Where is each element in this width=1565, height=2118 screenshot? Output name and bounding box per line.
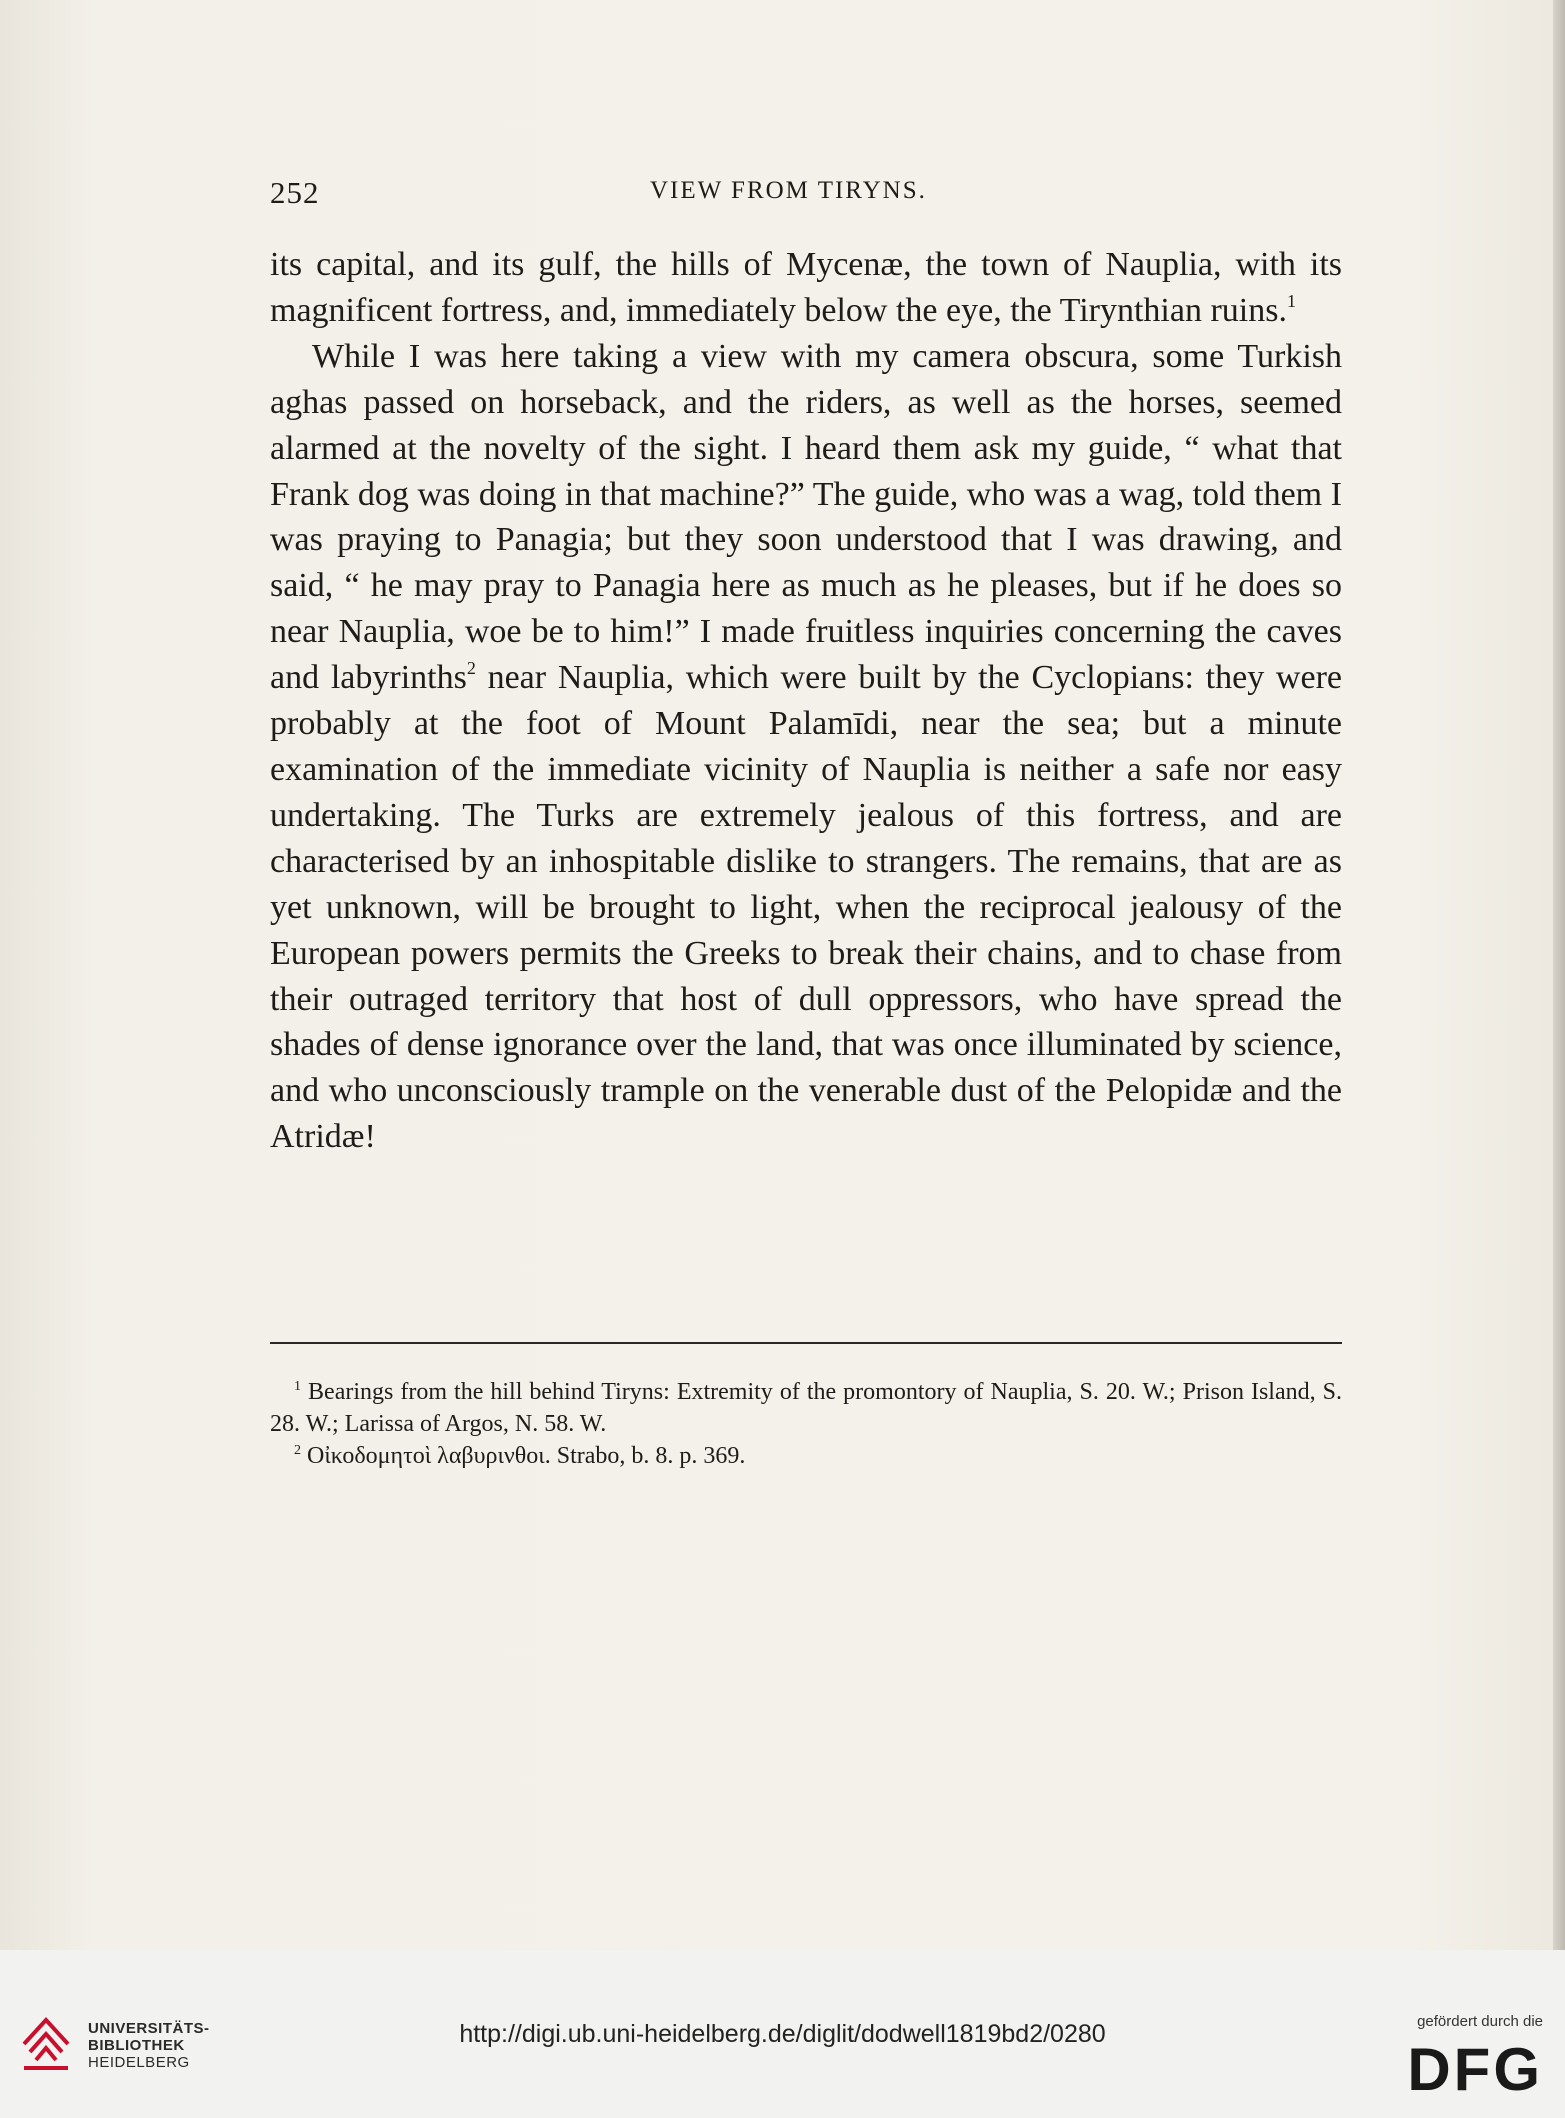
footnote-2 xyxy=(270,1440,1342,1472)
body-text xyxy=(270,242,1342,1160)
paragraph-2-part-2: near Nauplia, which were built by the Cyclopians: they were probably at the foot of Mount Palamīdi, near the sea; but a minute examination of the immediate vicinity of Nauplia is neither a safe nor easy undertaking. The Turks are extremely jealous of this fortress, and are characterised by an inhospitable dislike to strangers. The remains, that are as yet unknown, will be brought to light, when the reciprocal jealousy of the European powers permits the Greeks to break their chains, and to chase from their outraged territory that host of dull oppressors, who have spread the shades of dense ignorance over the land, that was once illuminated by science, and who unconsciously trample on the venerable dust of the Pelopidæ and the Atridæ! xyxy=(270,659,1342,1156)
footnote-rule xyxy=(270,1342,1342,1344)
footnote-1-marker: 1 xyxy=(294,1379,301,1394)
logo-line-2: BIBLIOTHEK xyxy=(88,2037,185,2054)
dfg-logo: DFG xyxy=(1407,2036,1543,2103)
footnote-2-text: Οἰκοδομητοὶ λαβυρινθοι. Strabo, b. 8. p. 369. xyxy=(307,1443,746,1469)
page-edge xyxy=(1553,0,1565,1950)
paragraph-1 xyxy=(270,242,1342,334)
footnotes xyxy=(270,1376,1342,1472)
footnote-1 xyxy=(270,1376,1342,1440)
paragraph-2-part-1: While I was here taking a view with my camera obscura, some Turkish aghas passed on horseback, and the riders, as well as the horses, seemed alarmed at the novelty of the sight. I heard them ask my guide, “ what that Frank dog was doing in that machine?” The guide, who was a wag, told them I was praying to Panagia; but they soon understood that I was drawing, and said, “ he may pray to Panagia here as much as he pleases, but if he does so near Nauplia, woe be to him!” I made fruitless inquiries concerning the caves and labyrinths xyxy=(270,337,1342,697)
paragraph-2 xyxy=(270,334,1342,1160)
footnote-ref-1: 1 xyxy=(1286,290,1296,311)
footnote-1-text: Bearings from the hill behind Tiryns: Extremity of the promontory of Nauplia, S. 20. W.; Prison Island, S. 28. W.; Larissa of Argos, N. 58. W. xyxy=(270,1379,1342,1437)
running-head xyxy=(270,175,1342,223)
footnote-2-marker: 2 xyxy=(294,1443,301,1458)
page-number: 252 xyxy=(270,175,320,210)
permalink-url[interactable]: http://digi.ub.uni-heidelberg.de/diglit/dodwell1819bd2/0280 xyxy=(459,2020,1106,2048)
running-title: VIEW FROM TIRYNS. xyxy=(650,177,927,204)
funding-label: gefördert durch die xyxy=(1417,2013,1543,2030)
logo-line-3: HEIDELBERG xyxy=(88,2054,190,2071)
logo-line-1: UNIVERSITÄTS- xyxy=(88,2020,210,2037)
footnote-ref-2: 2 xyxy=(466,658,476,679)
paragraph-1-text: its capital, and its gulf, the hills of Mycenæ, the town of Nauplia, with its magnificent fortress, and, immediately below the eye, the Tirynthian ruins. xyxy=(270,246,1342,329)
